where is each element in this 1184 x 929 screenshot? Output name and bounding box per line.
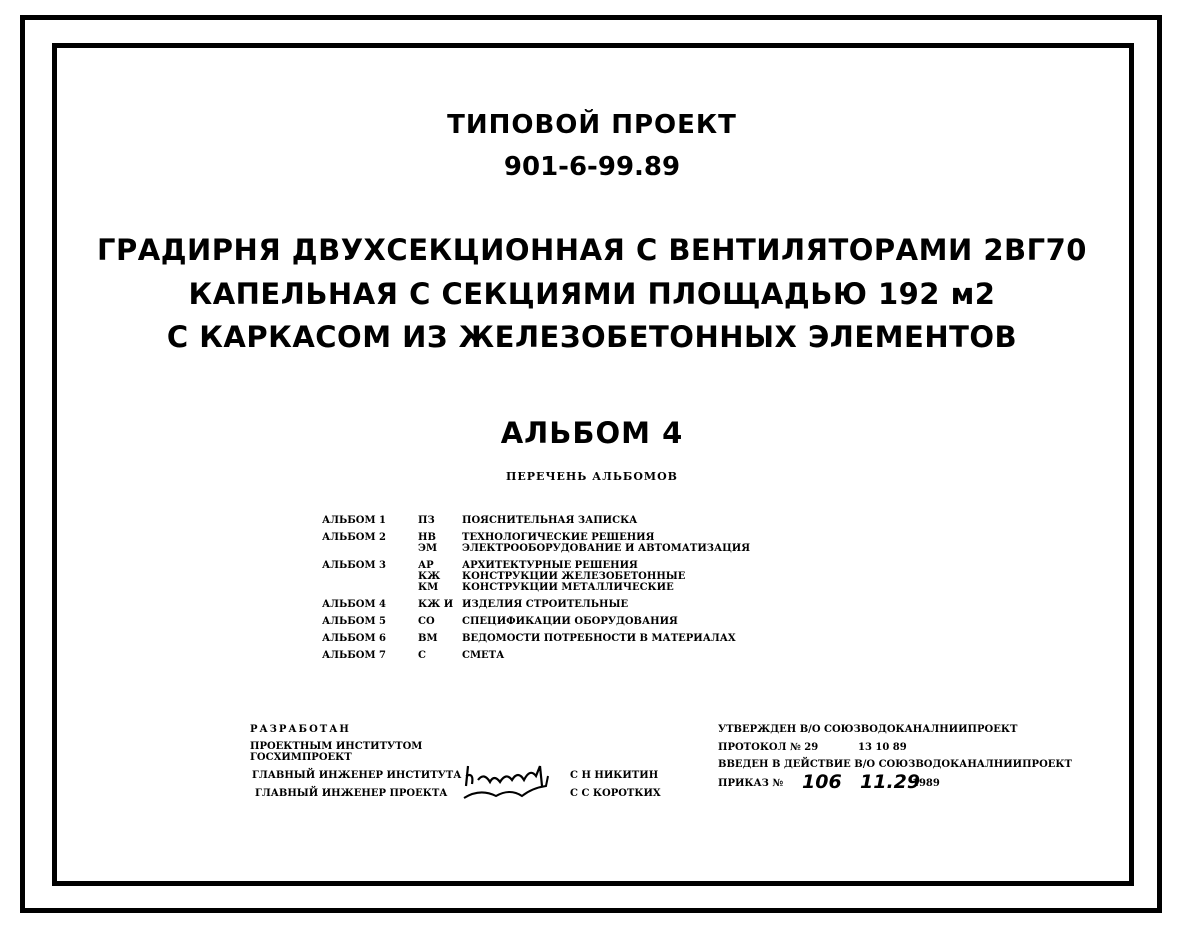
album-row xyxy=(322,515,750,526)
project-number: 901-6-99.89 xyxy=(503,152,681,182)
developer-org-line-2: ГОСХИМПРОЕКТ xyxy=(250,752,352,763)
album-code: КМ xyxy=(418,582,439,593)
album-code: ВМ xyxy=(418,633,438,644)
album-row xyxy=(322,560,750,593)
album-code: ПЗ xyxy=(418,515,435,526)
album-name: АЛЬБОМ 6 xyxy=(322,633,387,644)
chief-engineer-institute-role: ГЛАВНЫЙ ИНЖЕНЕР ИНСТИТУТА xyxy=(252,770,462,781)
developer-org-line-1: ПРОЕКТНЫМ ИНСТИТУТОМ xyxy=(250,741,423,752)
order-year: 1989 xyxy=(912,778,940,789)
chief-engineer-institute-name: С Н НИКИТИН xyxy=(570,770,659,781)
album-code: С xyxy=(418,650,426,661)
album-code: КЖ xyxy=(418,571,441,582)
title-line-3: С КАРКАСОМ ИЗ ЖЕЛЕЗОБЕТОННЫХ ЭЛЕМЕНТОВ xyxy=(166,320,1018,354)
enacted-by: ВВЕДЕН В ДЕЙСТВИЕ В/О СОЮЗВОДОКАНАЛНИИПРОЕКТ xyxy=(718,759,1072,770)
album-code: АР xyxy=(418,560,434,571)
album-row xyxy=(322,532,750,554)
album-row xyxy=(322,616,750,627)
album-name: АЛЬБОМ 3 xyxy=(322,560,387,571)
album-row xyxy=(322,633,750,644)
chief-engineer-project-name: С С КОРОТКИХ xyxy=(570,788,661,799)
album-title: ЭЛЕКТРООБОРУДОВАНИЕ И АВТОМАТИЗАЦИЯ xyxy=(462,543,751,554)
album-code: ЭМ xyxy=(418,543,438,554)
album-title: КОНСТРУКЦИИ ЖЕЛЕЗОБЕТОННЫЕ xyxy=(462,571,686,582)
album-title: ИЗДЕЛИЯ СТРОИТЕЛЬНЫЕ xyxy=(462,599,629,610)
album-title: СМЕТА xyxy=(462,650,505,661)
album-name: АЛЬБОМ 4 xyxy=(322,599,387,610)
album-list xyxy=(322,515,750,667)
chief-engineer-project-role: ГЛАВНЫЙ ИНЖЕНЕР ПРОЕКТА xyxy=(255,788,448,799)
album-title: АРХИТЕКТУРНЫЕ РЕШЕНИЯ xyxy=(462,560,638,571)
album-title: ВЕДОМОСТИ ПОТРЕБНОСТИ В МАТЕРИАЛАХ xyxy=(462,633,736,644)
album-list-heading: ПЕРЕЧЕНЬ АЛЬБОМОВ xyxy=(506,470,678,483)
order-label: ПРИКАЗ № xyxy=(718,778,784,789)
album-name: АЛЬБОМ 7 xyxy=(322,650,387,661)
protocol-date: 13 10 89 xyxy=(858,742,907,753)
project-type-heading: ТИПОВОЙ ПРОЕКТ xyxy=(447,110,737,140)
album-code: СО xyxy=(418,616,435,627)
order-date: 11.29 xyxy=(860,771,921,793)
album-title: КОНСТРУКЦИИ МЕТАЛЛИЧЕСКИЕ xyxy=(462,582,674,593)
album-row xyxy=(322,599,750,610)
album-row xyxy=(322,650,750,661)
approved-by: УТВЕРЖДЕН В/О СОЮЗВОДОКАНАЛНИИПРОЕКТ xyxy=(718,724,1018,735)
album-code: НВ xyxy=(418,532,436,543)
album-title: ТЕХНОЛОГИЧЕСКИЕ РЕШЕНИЯ xyxy=(462,532,655,543)
album-title: ПОЯСНИТЕЛЬНАЯ ЗАПИСКА xyxy=(462,515,638,526)
protocol-label: ПРОТОКОЛ № 29 xyxy=(718,742,819,753)
album-code: КЖ И xyxy=(418,599,454,610)
album-name: АЛЬБОМ 1 xyxy=(322,515,387,526)
album-label: АЛЬБОМ 4 xyxy=(500,416,684,450)
developer-heading: РАЗРАБОТАН xyxy=(250,724,351,735)
album-title: СПЕЦИФИКАЦИИ ОБОРУДОВАНИЯ xyxy=(462,616,678,627)
album-name: АЛЬБОМ 5 xyxy=(322,616,387,627)
title-line-1: ГРАДИРНЯ ДВУХСЕКЦИОННАЯ С ВЕНТИЛЯТОРАМИ 2ВГ70 xyxy=(97,233,1087,267)
title-line-2: КАПЕЛЬНАЯ С СЕКЦИЯМИ ПЛОЩАДЬЮ 192 м2 xyxy=(188,277,996,311)
order-number: 106 xyxy=(802,771,842,793)
signature-1-icon xyxy=(460,758,555,802)
album-name: АЛЬБОМ 2 xyxy=(322,532,387,543)
